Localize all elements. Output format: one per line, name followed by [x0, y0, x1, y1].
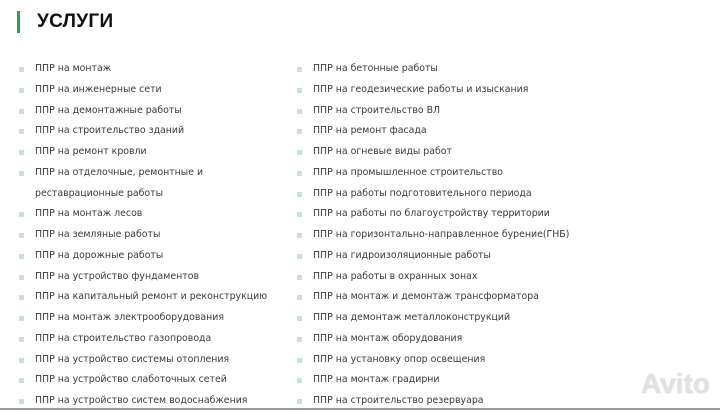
- service-item: [278, 80, 718, 101]
- bullet-icon: [19, 399, 24, 404]
- service-item-label: ППР на установку опор освещения: [313, 353, 486, 365]
- service-item-label: ППР на строительство газопровода: [35, 332, 212, 344]
- service-item-label: ППР на монтаж: [35, 63, 112, 74]
- bullet-icon: [297, 88, 302, 93]
- services-list-right: [278, 59, 718, 412]
- service-item-label: ППР на строительство резервуара: [313, 395, 484, 406]
- service-item-label: ППР на геодезические работы и изыскания: [313, 83, 529, 95]
- service-item: [0, 329, 270, 350]
- service-item-label: ППР на монтаж электрооборудования: [35, 312, 224, 323]
- service-item-label: ППР на бетонные работы: [313, 63, 438, 74]
- bullet-icon: [297, 316, 302, 321]
- service-item-label: ППР на демонтажные работы: [35, 104, 182, 116]
- service-item: [278, 204, 718, 225]
- bullet-icon: [297, 358, 302, 363]
- service-item-label: ППР на устройство системы отопления: [35, 353, 230, 365]
- service-item-label: ППР на дорожные работы: [35, 249, 164, 261]
- bullet-icon: [297, 337, 302, 342]
- service-item-label: ППР на устройство фундаментов: [35, 270, 199, 282]
- service-item-label: ППР на ремонт фасада: [313, 125, 427, 137]
- service-item: [278, 287, 718, 308]
- service-item: [278, 101, 718, 122]
- bullet-icon: [19, 275, 24, 280]
- service-item-label: ППР на капитальный ремонт и реконструкцию: [35, 291, 268, 303]
- bullet-icon: [19, 129, 24, 134]
- service-item: [0, 225, 270, 246]
- bullet-icon: [19, 254, 24, 259]
- service-item-label: ППР на устройство систем водоснабжения: [35, 395, 248, 406]
- service-item-label: ППР на устройство слаботочных сетей: [35, 374, 227, 386]
- bullet-icon: [19, 109, 24, 114]
- bullet-icon: [19, 358, 24, 363]
- bullet-icon: [297, 67, 302, 72]
- service-item: [278, 163, 718, 184]
- bullet-icon: [19, 316, 24, 321]
- bullet-icon: [297, 212, 302, 217]
- service-item-label: ППР на демонтаж металлоконструкций: [313, 312, 511, 323]
- bullet-icon: [297, 399, 302, 404]
- service-item-label: ППР на работы в охранных зонах: [313, 270, 478, 282]
- service-item: [0, 142, 270, 163]
- service-item: [0, 287, 270, 308]
- service-item-label: ППР на работы подготовительного периода: [313, 187, 532, 199]
- service-item: [0, 204, 270, 225]
- service-item-label: ППР на огневые виды работ: [313, 146, 452, 157]
- service-item: [278, 59, 718, 80]
- service-item: [278, 308, 718, 329]
- service-item-label: ППР на монтаж оборудования: [313, 332, 463, 344]
- bullet-icon: [19, 150, 24, 155]
- bullet-icon: [297, 192, 302, 197]
- bullet-icon: [297, 295, 302, 300]
- bullet-icon: [19, 295, 24, 300]
- service-item: [278, 142, 718, 163]
- service-item-label: ППР на гидроизоляционные работы: [313, 249, 491, 261]
- service-item-label: ППР на монтаж градирни: [313, 374, 440, 386]
- avito-watermark-logo: Avito: [641, 368, 710, 399]
- service-item-label: ППР на горизонтально-направленное бурение(ГНБ): [313, 229, 570, 240]
- bullet-icon: [19, 378, 24, 383]
- bullet-icon: [297, 275, 302, 280]
- service-item-label: ППР на инженерные сети: [35, 83, 162, 95]
- service-item: [278, 225, 718, 246]
- bullet-icon: [297, 150, 302, 155]
- service-item: [0, 121, 270, 142]
- bullet-icon: [297, 378, 302, 383]
- service-item: [0, 101, 270, 122]
- bullet-icon: [297, 129, 302, 134]
- service-item: [278, 184, 718, 205]
- bullet-icon: [297, 233, 302, 238]
- title-accent-bar: [17, 11, 20, 33]
- service-item: [0, 267, 270, 288]
- bullet-icon: [19, 212, 24, 217]
- service-item-label: ППР на земляные работы: [35, 229, 161, 240]
- bullet-icon: [19, 233, 24, 238]
- service-item: [0, 308, 270, 329]
- service-item: [0, 59, 270, 80]
- service-item-label: ППР на строительство зданий: [35, 125, 185, 137]
- bullet-icon: [19, 337, 24, 342]
- service-item: [0, 246, 270, 267]
- service-item: [278, 267, 718, 288]
- section-title: УСЛУГИ: [37, 11, 114, 32]
- bullet-icon: [19, 171, 24, 176]
- bullet-icon: [297, 254, 302, 259]
- service-item: [0, 350, 270, 371]
- service-item-label: ППР на промышленное строительство: [313, 166, 503, 178]
- service-item-label: ППР на монтаж лесов: [35, 208, 143, 220]
- service-item: [0, 370, 270, 391]
- service-item-label: ППР на строительство ВЛ: [313, 104, 441, 116]
- service-item: [0, 163, 270, 205]
- service-item-label: ППР на монтаж и демонтаж трансформатора: [313, 291, 539, 303]
- service-item: [0, 80, 270, 101]
- bullet-icon: [19, 67, 24, 72]
- service-item-label: ППР на отделочные, ремонтные и реставрационные работы: [35, 166, 204, 199]
- services-list-left: [0, 59, 290, 412]
- bullet-icon: [297, 109, 302, 114]
- bullet-icon: [297, 171, 302, 176]
- service-item-label: ППР на ремонт кровли: [35, 146, 147, 157]
- service-item: [278, 329, 718, 350]
- bullet-icon: [19, 88, 24, 93]
- service-item-label: ППР на работы по благоустройству территории: [313, 208, 550, 220]
- service-item: [278, 246, 718, 267]
- service-item: [278, 121, 718, 142]
